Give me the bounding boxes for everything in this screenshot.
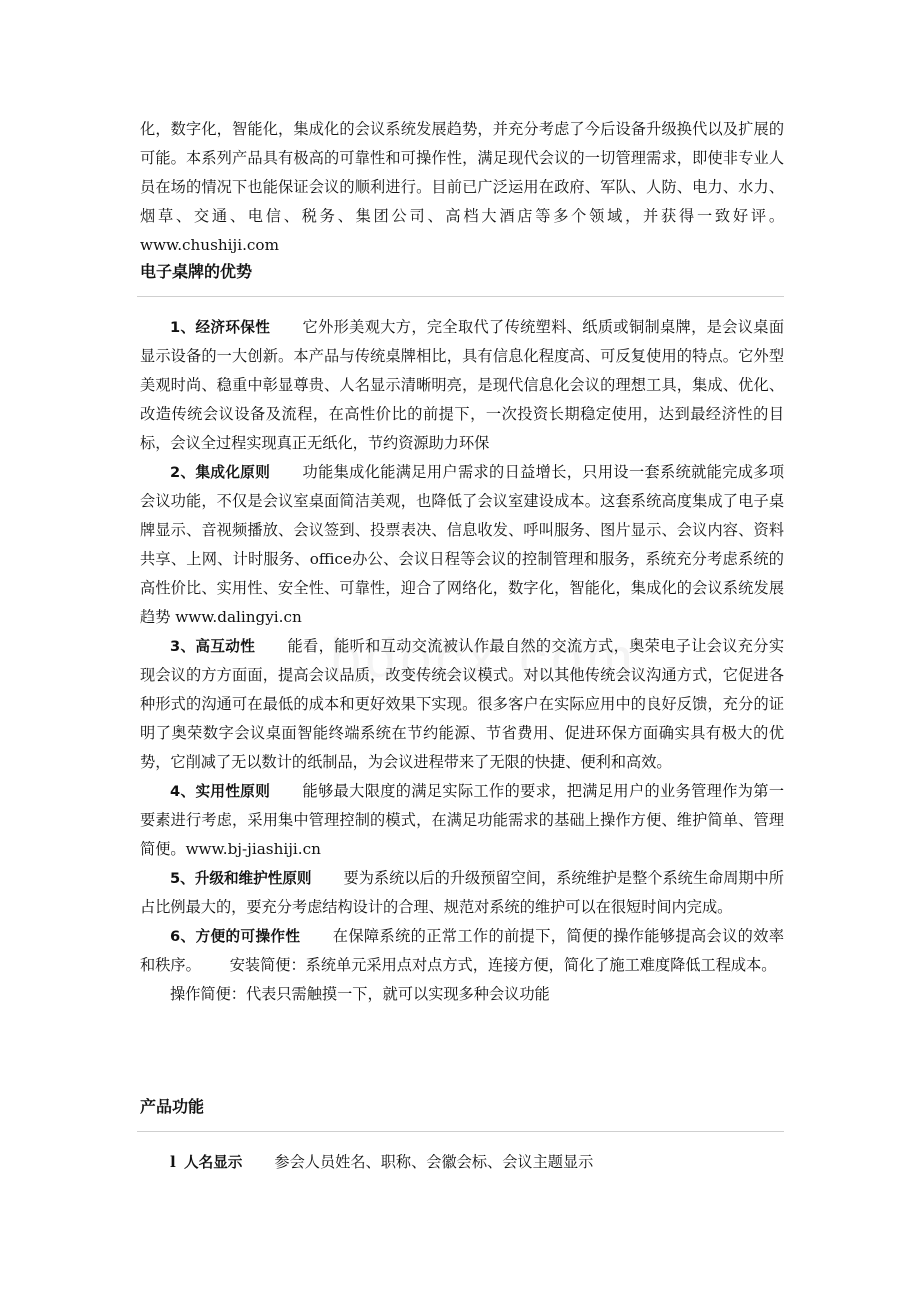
feature-title: 人名显示 xyxy=(184,1154,243,1171)
advantage-text: 能看，能听和互动交流被认作最自然的交流方式，奥荣电子让会议充分实现会议的方方面面，提高会议品质，改变传统会议模式。对以其他传统会议沟通方式，它促进各种形式的沟通可在最低的成本和更好效果下实现。很多客户在实际应用中的良好反馈，充分的证明了奥荣数字会议桌面智能终端系统在节约能源、节省费用、促进环保方面确实具有极大的优势，它削减了无以数计的纸制品，为会议进程带来了无限的快捷、便利和高效。 xyxy=(140,637,785,771)
section-divider xyxy=(137,296,784,297)
section-divider xyxy=(137,1131,784,1132)
advantage-title: 4、实用性原则 xyxy=(170,783,271,800)
advantage-item xyxy=(140,922,784,980)
advantage-text: 能够最大限度的满足实际工作的要求，把满足用户的业务管理作为第一要素进行考虑，采用集中管理控制的模式，在满足功能需求的基础上操作方便、维护简单、管理简便。www.bj-jiashiji.cn xyxy=(140,782,785,858)
watermark xyxy=(330,625,637,690)
advantage-text: 功能集成化能满足用户需求的日益增长，只用设一套系统就能完成多项会议功能，不仅是会议室桌面简洁美观，也降低了会议室建设成本。这套系统高度集成了电子桌牌显示、音视频播放、会议签到、投票表决、信息收发、呼叫服务、图片显示、会议内容、资料共享、上网、计时服务、office办公、会议日程等会议的控制管理和服务，系统充分考虑系统的高性价比、实用性、安全性、可靠性，迎合了网络化，数字化，智能化，集成化的会议系统发展趋势 www.dalingyi.cn xyxy=(140,463,785,626)
closing-line: 操作简便：代表只需触摸一下，就可以实现多种会议功能 xyxy=(170,985,550,1003)
intro-block xyxy=(140,115,784,260)
advantage-title: 2、集成化原则 xyxy=(170,464,271,481)
advantage-title: 6、方便的可操作性 xyxy=(170,928,301,945)
advantage-item xyxy=(140,458,784,632)
bullet-marker: l xyxy=(170,1153,176,1171)
advantage-title: 1、经济环保性 xyxy=(170,319,271,336)
advantage-text: 它外形美观大方，完全取代了传统塑料、纸质或铜制桌牌，是会议桌面显示设备的一大创新。本产品与传统桌牌相比，具有信息化程度高、可反复使用的特点。它外型美观时尚、稳重中彰显尊贵、人名显示清晰明亮，是现代信息化会议的理想工具，集成、优化、改造传统会议设备及流程，在高性价比的前提下，一次投资长期稳定使用，达到最经济性的目标，会议全过程实现真正无纸化，节约资源助力环保 xyxy=(140,318,785,452)
section-heading-advantages: 电子桌牌的优势 xyxy=(140,262,253,281)
advantage-text: 要为系统以后的升级预留空间，系统维护是整个系统生命周期中所占比例最大的，要充分考虑结构设计的合理、规范对系统的维护可以在很短时间内完成。 xyxy=(140,869,784,916)
advantage-text: 在保障系统的正常工作的前提下，简便的操作能够提高会议的效率和秩序。 安装简便：系统单元采用点对点方式，连接方便，简化了施工难度降低工程成本。 xyxy=(140,927,785,974)
section-heading-features: 产品功能 xyxy=(140,1097,205,1116)
advantage-item xyxy=(140,313,784,458)
advantage-title: 5、升级和维护性原则 xyxy=(170,870,312,887)
advantage-item xyxy=(140,864,784,922)
feature-item xyxy=(140,1148,784,1177)
intro-paragraph: 化，数字化，智能化，集成化的会议系统发展趋势，并充分考虑了今后设备升级换代以及扩展的可能。本系列产品具有极高的可靠性和可操作性，满足现代会议的一切管理需求，即使非专业人员在场的情况下也能保证会议的顺利进行。目前已广泛运用在政府、军队、人防、电力、水力、烟草、交通、电信、税务、集团公司、高档大酒店等多个领域，并获得一致好评。www.chushiji.com xyxy=(140,120,784,254)
advantage-title: 3、高互动性 xyxy=(170,638,256,655)
advantage-item xyxy=(140,777,784,864)
features-list xyxy=(140,1148,784,1177)
feature-text: 参会人员姓名、职称、会徽会标、会议主题显示 xyxy=(274,1153,594,1171)
